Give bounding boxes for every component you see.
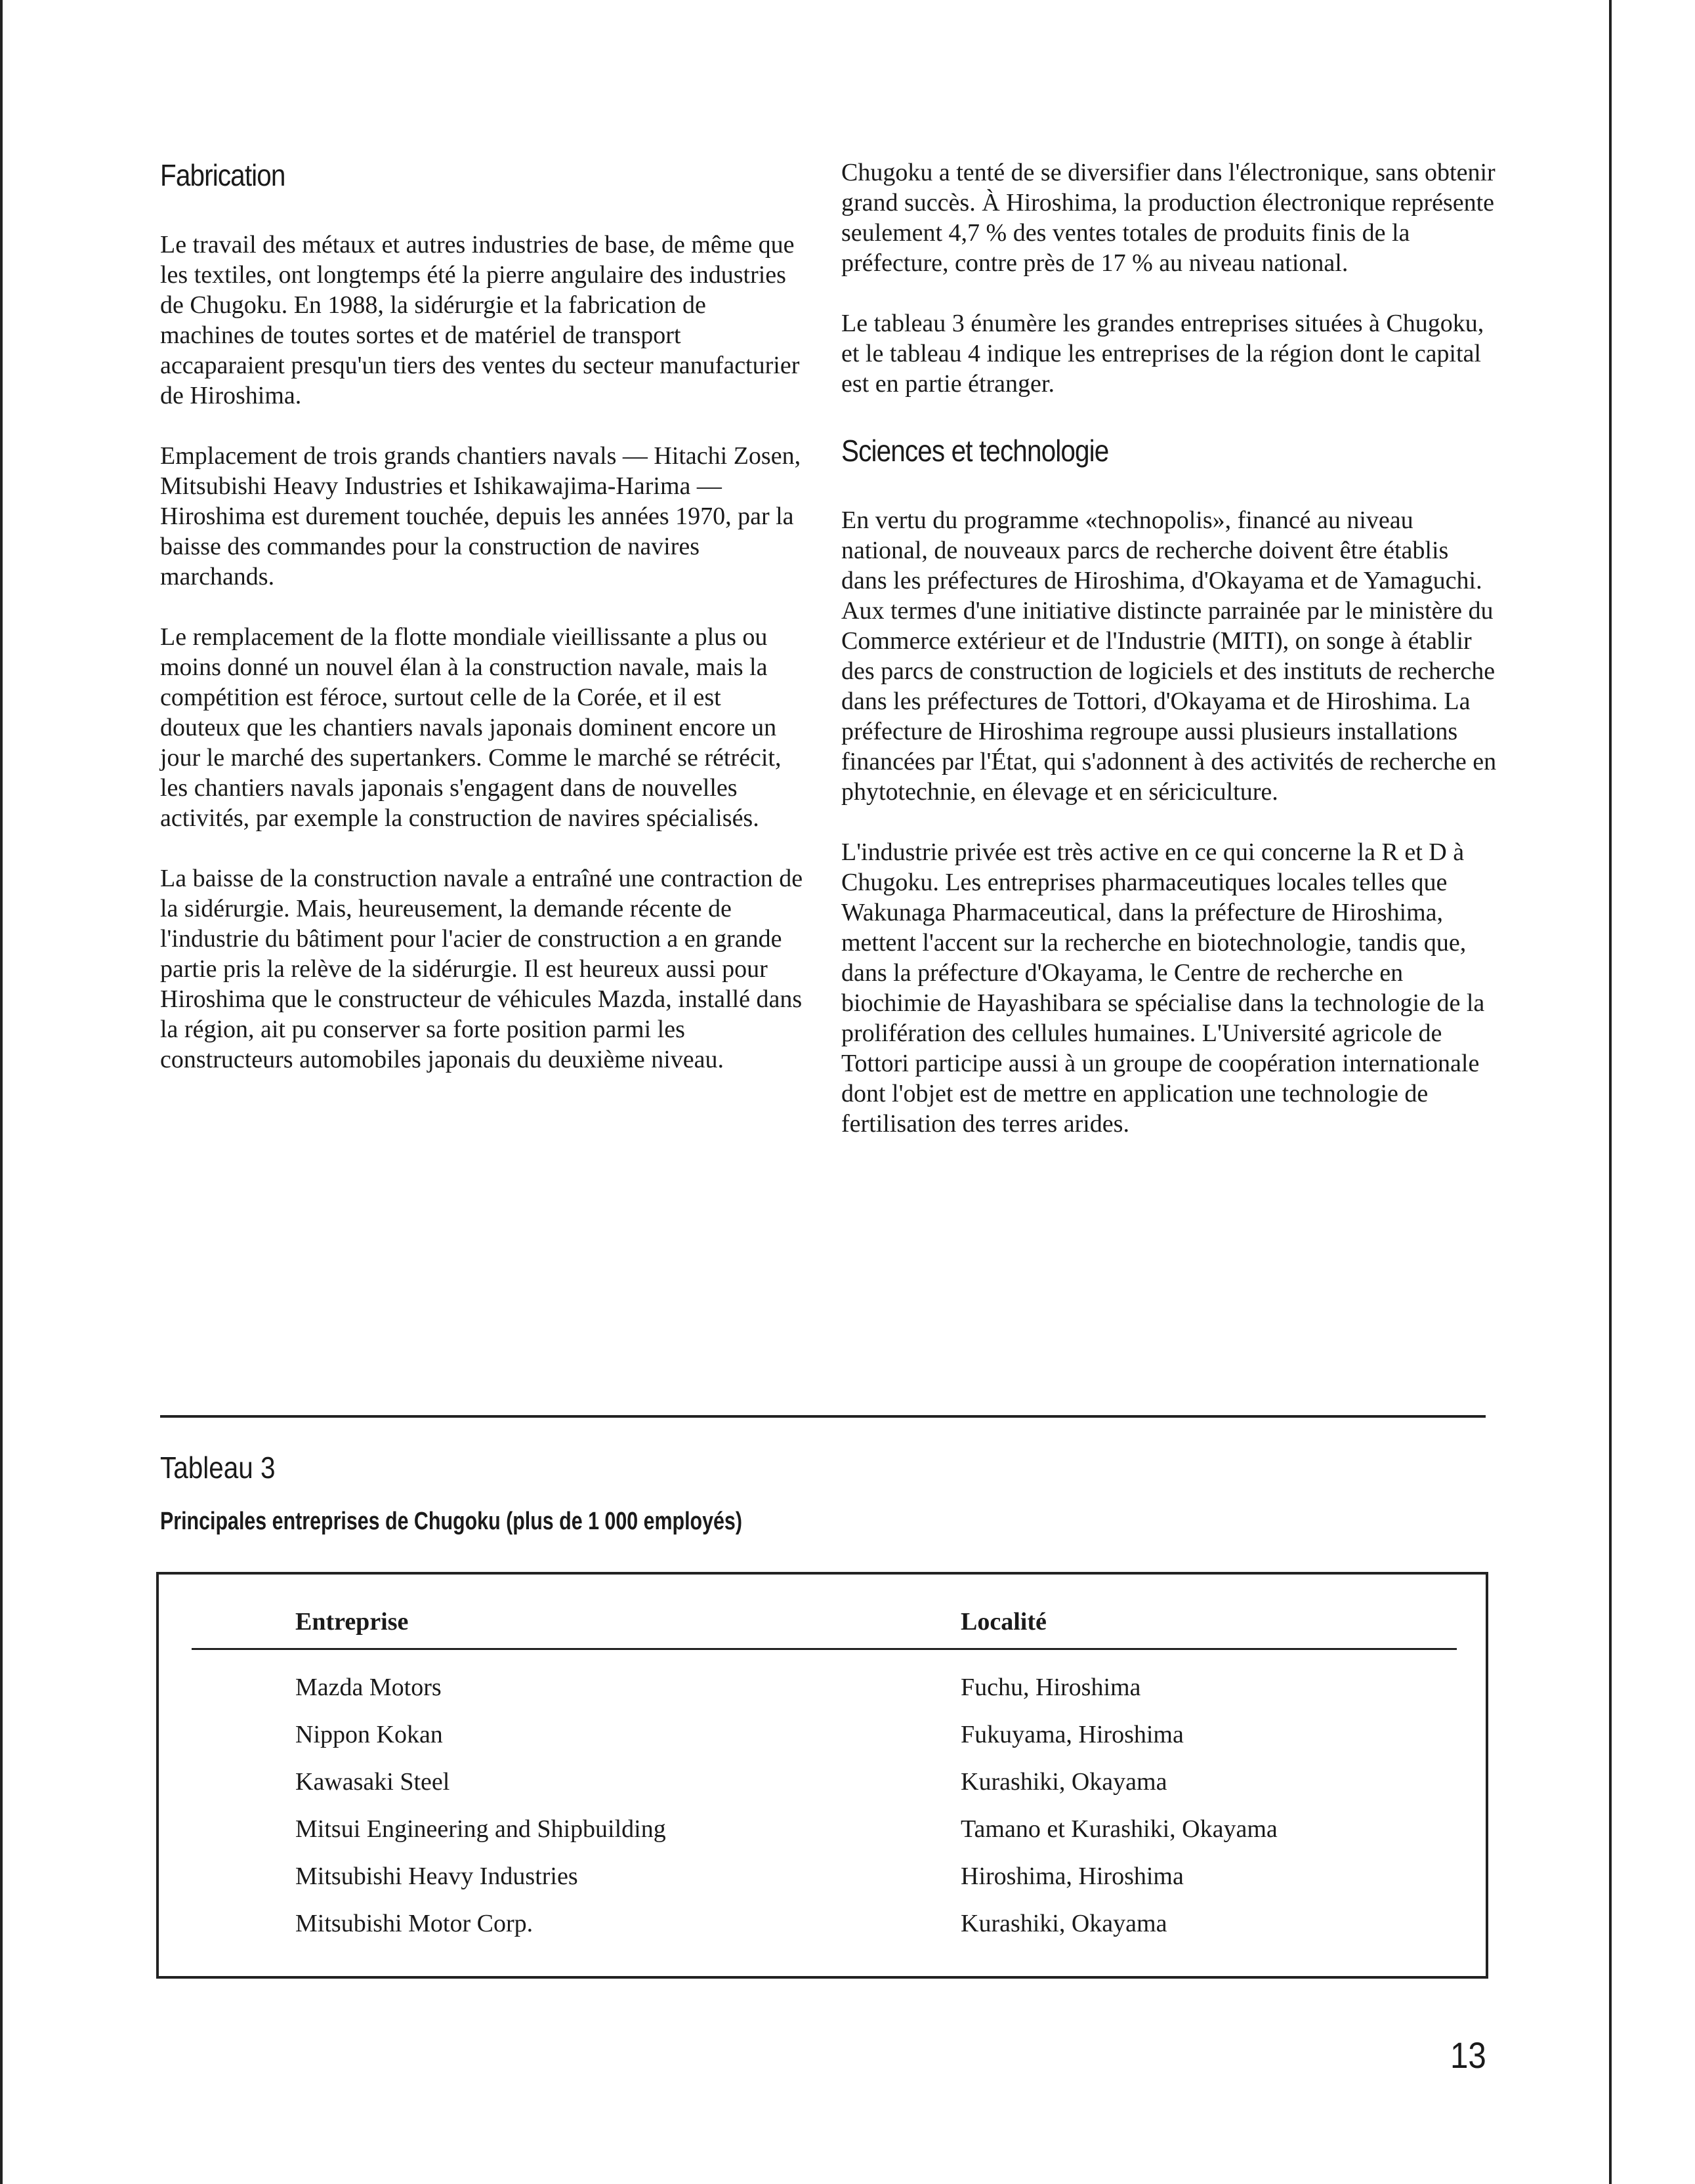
paragraph: Emplacement de trois grands chantiers navals — Hitachi Zosen, Mitsubishi Heavy Industries et Ishikawajima-Harima — Hiroshima est durement touchée, depuis les années 1970, par la baisse des commandes pour la construction de navires marchands.: [160, 442, 801, 590]
scan-right-edge: [1609, 0, 1612, 2184]
paragraph: Le travail des métaux et autres industries de base, de même que les textiles, ont longtemps été la pierre angulaire des industries de Chugoku. En 1988, la sidérurgie et la fabrication de machines de toutes sortes et de matériel de transport accaparaient presqu'un tiers des ventes du secteur manufacturier de Hiroshima.: [160, 231, 800, 409]
table-row: [159, 1720, 1486, 1767]
table-row: [159, 1909, 1486, 1956]
header-rule: [192, 1648, 1457, 1650]
paragraph: Le remplacement de la flotte mondiale vieillissante a plus ou moins donné un nouvel élan à la construction navale, mais la compétition est féroce, surtout celle de la Corée, et il est douteux que les chantiers navals japonais dominent encore un jour le marché des supertankers. Comme le marché se rétrécit, les chantiers navals japonais s'engagent dans de nouvelles activités, par exemple la construction de navires spécialisés.: [160, 623, 782, 832]
right-column: [841, 157, 1497, 1169]
cell-entreprise: Mitsubishi Heavy Industries: [295, 1863, 578, 1890]
cell-localite: Tamano et Kurashiki, Okayama: [961, 1815, 1278, 1843]
section-heading-fabrication: Fabrication: [160, 158, 285, 192]
cell-entreprise: Kawasaki Steel: [295, 1768, 450, 1796]
table-row: [159, 1862, 1486, 1909]
paragraph: Chugoku a tenté de se diversifier dans l'électronique, sans obtenir grand succès. À Hiroshima, la production électronique représente seulement 4,7 % des ventes totales de produits finis de la préfecture, contre près de 17 % au niveau national.: [841, 159, 1496, 277]
cell-localite: Kurashiki, Okayama: [961, 1768, 1167, 1796]
column-header-entreprise: Entreprise: [295, 1608, 409, 1636]
cell-localite: Kurashiki, Okayama: [961, 1910, 1167, 1937]
section-heading-sciences: Sciences et technologie: [841, 434, 1109, 468]
cell-localite: Fukuyama, Hiroshima: [961, 1721, 1184, 1748]
table-row: [159, 1673, 1486, 1720]
cell-localite: Hiroshima, Hiroshima: [961, 1863, 1184, 1890]
column-header-localite: Localité: [961, 1608, 1047, 1636]
scan-left-edge: [0, 0, 3, 2184]
paragraph: Le tableau 3 énumère les grandes entreprises situées à Chugoku, et le tableau 4 indique les entreprises de la région dont le capital est en partie étranger.: [841, 310, 1484, 398]
table-title: Tableau 3: [160, 1451, 276, 1485]
paragraph: L'industrie privée est très active en ce qui concerne la R et D à Chugoku. Les entreprises pharmaceutiques locales telles que Wakunaga Pharmaceutical, dans la préfecture de Hiroshima, mettent l'accent sur la recherche en biotechnologie, tandis que, dans la préfecture d'Okayama, le Centre de recherche en biochimie de Hayashibara se spécialise dans la technologie de la prolifération des cellules humaines. L'Université agricole de Tottori participe aussi à un groupe de coopération internationale dont l'objet est de mettre en application une technologie de fertilisation des terres arides.: [841, 838, 1485, 1138]
cell-entreprise: Mitsubishi Motor Corp.: [295, 1910, 534, 1937]
companies-table: [156, 1572, 1488, 1979]
cell-entreprise: Mitsui Engineering and Shipbuilding: [295, 1815, 666, 1843]
paragraph: La baisse de la construction navale a entraîné une contraction de la sidérurgie. Mais, heureusement, la demande récente de l'industrie du bâtiment pour l'acier de construction a en grande partie pris la relève de la sidérurgie. Il est heureux aussi pour Hiroshima que le constructeur de véhicules Mazda, installé dans la région, ait pu conserver sa forte position parmi les constructeurs automobiles japonais du deuxième niveau.: [160, 865, 803, 1073]
cell-localite: Fuchu, Hiroshima: [961, 1674, 1141, 1701]
left-column: [160, 157, 803, 1105]
section-divider: [160, 1415, 1486, 1418]
cell-entreprise: Nippon Kokan: [295, 1721, 443, 1748]
table-subtitle: Principales entreprises de Chugoku (plus de 1 000 employés): [160, 1508, 742, 1535]
cell-entreprise: Mazda Motors: [295, 1674, 442, 1701]
paragraph: En vertu du programme «technopolis», financé au niveau national, de nouveaux parcs de recherche doivent être établis dans les préfectures de Hiroshima, d'Okayama et de Yamaguchi. Aux termes d'une initiative distincte parrainée par le ministère du Commerce extérieur et de l'Industrie (MITI), on songe à établir des parcs de construction de logiciels et des instituts de recherche dans les préfectures de Tottori, d'Okayama et de Hiroshima. La préfecture de Hiroshima regroupe aussi plusieurs installations financées par l'État, qui s'adonnent à des activités de recherche en phytotechnie, en élevage et en sériciculture.: [841, 506, 1497, 806]
table-row: [159, 1815, 1486, 1862]
page-number: 13: [1450, 2034, 1486, 2076]
table-row: [159, 1767, 1486, 1815]
table-header-row: [159, 1607, 1486, 1640]
